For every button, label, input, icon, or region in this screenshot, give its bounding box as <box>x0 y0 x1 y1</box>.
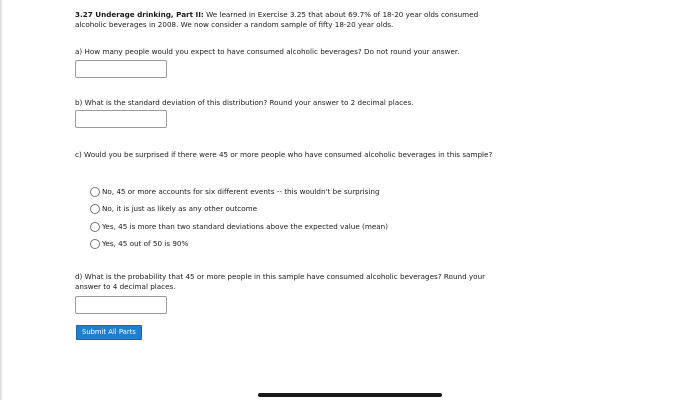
radio-button[interactable] <box>90 187 100 197</box>
option-label: Yes, 45 is more than two standard deviations above the expected value (mean) <box>102 221 389 231</box>
question-d: d) What is the probability that 45 or more people in this sample have consumed alcoholic beverages? Round your answer to 4 decimal places. <box>75 272 486 291</box>
radio-button[interactable] <box>90 222 100 232</box>
option-row[interactable] <box>90 218 388 236</box>
answer-a-input[interactable] <box>75 60 167 78</box>
screen-edge-shadow <box>0 0 3 400</box>
problem-intro-text: We learned in Exercise 3.25 that about 69.7% of 18-20 year olds consumed alcoholic beverages in 2008. We now consider a random sample of fifty 18-20 year olds. <box>75 10 479 29</box>
question-b: b) What is the standard deviation of this distribution? Round your answer to 2 decimal places. <box>75 98 414 107</box>
answer-b-input[interactable] <box>75 110 167 128</box>
option-row[interactable] <box>90 236 388 254</box>
option-label: No, 45 or more accounts for six different events -- this wouldn't be surprising <box>102 186 380 196</box>
radio-button[interactable] <box>90 239 100 249</box>
problem-title: 3.27 Underage drinking, Part II: <box>75 10 204 19</box>
submit-all-parts-button[interactable]: Submit All Parts <box>76 325 142 340</box>
part-c-options <box>90 183 388 253</box>
answer-d-input[interactable] <box>75 296 167 314</box>
radio-button[interactable] <box>90 204 100 214</box>
option-row[interactable] <box>90 201 388 219</box>
question-c: c) Would you be surprised if there were 45 or more people who have consumed alcoholic beverages in this sample? <box>75 150 493 159</box>
problem-intro <box>75 10 495 30</box>
option-label: No, it is just as likely as any other outcome <box>102 204 258 214</box>
option-label: Yes, 45 out of 50 is 90% <box>102 239 189 249</box>
option-row[interactable] <box>90 183 388 201</box>
problem-content <box>75 10 495 314</box>
question-a: a) How many people would you expect to have consumed alcoholic beverages? Do not round your answer. <box>75 47 460 56</box>
home-indicator <box>258 393 442 397</box>
